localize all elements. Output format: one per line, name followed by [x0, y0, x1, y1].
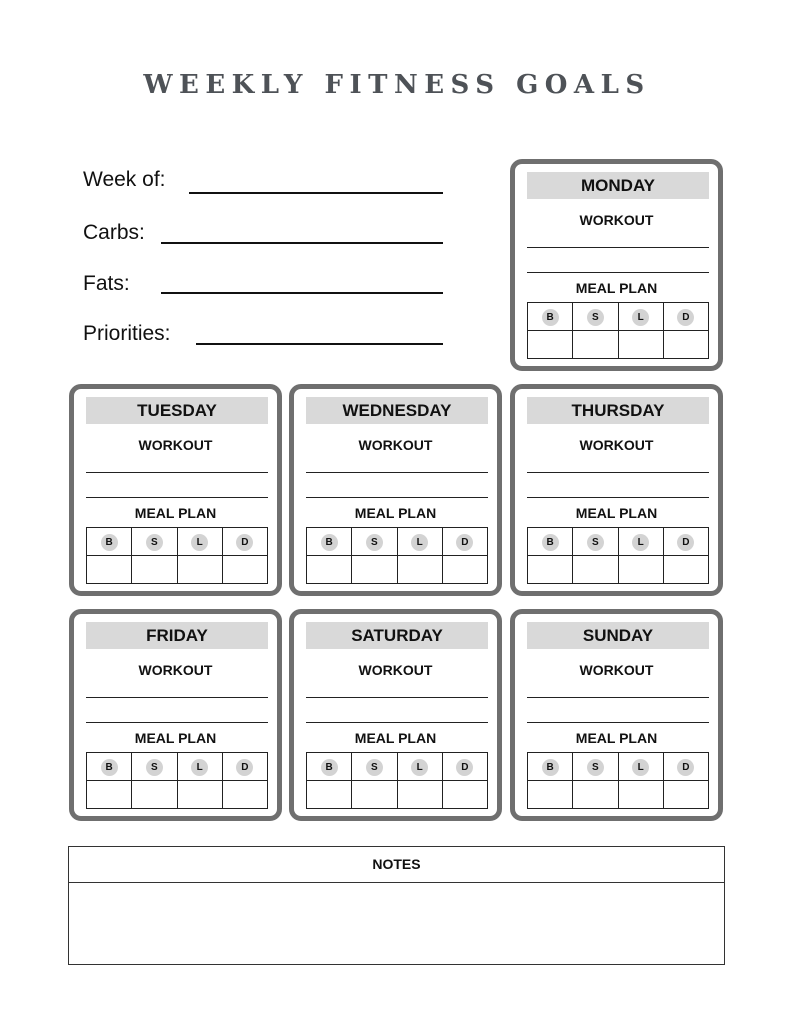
meal-entry-cell[interactable] [87, 781, 132, 809]
priorities-field[interactable] [83, 322, 445, 352]
meal-s-badge: S [146, 534, 163, 551]
day-card-friday [69, 609, 282, 821]
meal-plan-grid [306, 752, 488, 809]
meal-cell-label [663, 303, 708, 331]
meal-entry-cell[interactable] [352, 556, 397, 584]
meal-plan-label: MEAL PLAN [354, 730, 437, 746]
meal-d-badge: D [677, 534, 694, 551]
meal-d-badge: D [677, 309, 694, 326]
carbs-label: Carbs: [83, 221, 145, 244]
meal-s-badge: S [587, 759, 604, 776]
meal-entry-cell[interactable] [618, 556, 663, 584]
meal-entry-cell[interactable] [573, 556, 618, 584]
meal-cell-label [87, 753, 132, 781]
meal-entry-cell[interactable] [663, 781, 708, 809]
meal-s-badge: S [587, 534, 604, 551]
meal-b-badge: B [542, 759, 559, 776]
meal-d-badge: D [236, 534, 253, 551]
meal-entry-cell[interactable] [222, 556, 267, 584]
notes-box [68, 846, 725, 965]
meal-plan-label: MEAL PLAN [575, 280, 658, 296]
meal-l-badge: L [191, 759, 208, 776]
meal-entry-cell[interactable] [528, 556, 573, 584]
meal-entry-cell[interactable] [442, 556, 487, 584]
workout-line[interactable] [86, 472, 268, 473]
meal-entry-cell[interactable] [397, 556, 442, 584]
meal-plan-label: MEAL PLAN [575, 505, 658, 521]
meal-d-badge: D [236, 759, 253, 776]
workout-label: WORKOUT [138, 437, 213, 453]
meal-l-badge: L [411, 534, 428, 551]
meal-cell-label [177, 753, 222, 781]
meal-d-badge: D [456, 534, 473, 551]
meal-plan-grid [86, 752, 268, 809]
page-title: WEEKLY FITNESS GOALS [143, 70, 651, 100]
day-card-saturday [289, 609, 502, 821]
meal-plan-grid [527, 302, 709, 359]
priorities-line[interactable] [196, 343, 443, 345]
meal-cell-label [573, 303, 618, 331]
meal-cell-label [663, 528, 708, 556]
meal-b-badge: B [321, 759, 338, 776]
workout-line[interactable] [527, 247, 709, 248]
day-card-wednesday [289, 384, 502, 596]
workout-label: WORKOUT [579, 212, 654, 228]
meal-cell-label [397, 753, 442, 781]
meal-entry-cell[interactable] [132, 781, 177, 809]
workout-line[interactable] [306, 697, 488, 698]
meal-s-badge: S [587, 309, 604, 326]
meal-plan-label: MEAL PLAN [354, 505, 437, 521]
fats-field[interactable] [83, 272, 445, 302]
meal-cell-label [352, 528, 397, 556]
meal-cell-label [222, 753, 267, 781]
meal-cell-label [132, 528, 177, 556]
workout-line[interactable] [527, 697, 709, 698]
meal-entry-cell[interactable] [618, 781, 663, 809]
meal-entry-cell[interactable] [307, 556, 352, 584]
workout-line[interactable] [306, 722, 488, 723]
meal-cell-label [618, 303, 663, 331]
meal-b-badge: B [542, 309, 559, 326]
workout-line[interactable] [86, 722, 268, 723]
meal-s-badge: S [366, 534, 383, 551]
day-title: WEDNESDAY [306, 397, 488, 424]
meal-cell-label [87, 528, 132, 556]
day-card-tuesday [69, 384, 282, 596]
carbs-field[interactable] [83, 221, 445, 251]
day-title: FRIDAY [86, 622, 268, 649]
meal-entry-cell[interactable] [528, 331, 573, 359]
meal-plan-grid [527, 752, 709, 809]
meal-plan-label: MEAL PLAN [134, 730, 217, 746]
meal-cell-label [442, 753, 487, 781]
meal-cell-label [528, 528, 573, 556]
meal-b-badge: B [321, 534, 338, 551]
meal-b-badge: B [101, 534, 118, 551]
day-title: TUESDAY [86, 397, 268, 424]
workout-line[interactable] [527, 722, 709, 723]
meal-l-badge: L [191, 534, 208, 551]
workout-line[interactable] [86, 697, 268, 698]
meal-cell-label [307, 528, 352, 556]
meal-b-badge: B [101, 759, 118, 776]
meal-entry-cell[interactable] [222, 781, 267, 809]
workout-line[interactable] [306, 497, 488, 498]
carbs-line[interactable] [161, 242, 443, 244]
day-title: THURSDAY [527, 397, 709, 424]
day-card-sunday [510, 609, 723, 821]
meal-entry-cell[interactable] [177, 781, 222, 809]
meal-l-badge: L [632, 759, 649, 776]
meal-cell-label [528, 303, 573, 331]
meal-cell-label [222, 528, 267, 556]
meal-s-badge: S [146, 759, 163, 776]
meal-cell-label [442, 528, 487, 556]
priorities-label: Priorities: [83, 322, 171, 345]
meal-b-badge: B [542, 534, 559, 551]
fats-label: Fats: [83, 272, 130, 295]
workout-label: WORKOUT [579, 437, 654, 453]
meal-entry-cell[interactable] [573, 781, 618, 809]
meal-cell-label [132, 753, 177, 781]
meal-s-badge: S [366, 759, 383, 776]
workout-label: WORKOUT [358, 437, 433, 453]
meal-plan-label: MEAL PLAN [575, 730, 658, 746]
meal-d-badge: D [456, 759, 473, 776]
meal-entry-cell[interactable] [352, 781, 397, 809]
meal-l-badge: L [411, 759, 428, 776]
meal-plan-grid [306, 527, 488, 584]
meal-entry-cell[interactable] [87, 556, 132, 584]
day-card-thursday [510, 384, 723, 596]
meal-d-badge: D [677, 759, 694, 776]
meal-entry-cell[interactable] [442, 781, 487, 809]
meal-entry-cell[interactable] [573, 331, 618, 359]
workout-line[interactable] [527, 472, 709, 473]
meal-cell-label [618, 753, 663, 781]
day-card-monday [510, 159, 723, 371]
workout-line[interactable] [86, 497, 268, 498]
meal-l-badge: L [632, 309, 649, 326]
meal-entry-cell[interactable] [397, 781, 442, 809]
day-title: MONDAY [527, 172, 709, 199]
workout-line[interactable] [527, 272, 709, 273]
meal-cell-label [352, 753, 397, 781]
workout-line[interactable] [527, 497, 709, 498]
workout-label: WORKOUT [579, 662, 654, 678]
meal-cell-label [307, 753, 352, 781]
day-title: SATURDAY [306, 622, 488, 649]
meal-plan-grid [527, 527, 709, 584]
meal-cell-label [573, 528, 618, 556]
meal-cell-label [177, 528, 222, 556]
notes-label: NOTES [69, 847, 724, 883]
fats-line[interactable] [161, 292, 443, 294]
meal-cell-label [663, 753, 708, 781]
meal-entry-cell[interactable] [618, 331, 663, 359]
meal-cell-label [618, 528, 663, 556]
week-of-line[interactable] [189, 192, 443, 194]
workout-line[interactable] [306, 472, 488, 473]
workout-label: WORKOUT [358, 662, 433, 678]
meal-cell-label [573, 753, 618, 781]
workout-label: WORKOUT [138, 662, 213, 678]
meal-cell-label [528, 753, 573, 781]
meal-entry-cell[interactable] [663, 331, 708, 359]
meal-l-badge: L [632, 534, 649, 551]
notes-area[interactable] [69, 883, 724, 963]
meal-plan-grid [86, 527, 268, 584]
week-of-label: Week of: [83, 168, 166, 191]
meal-entry-cell[interactable] [528, 781, 573, 809]
meal-cell-label [397, 528, 442, 556]
day-title: SUNDAY [527, 622, 709, 649]
meal-entry-cell[interactable] [132, 556, 177, 584]
meal-plan-label: MEAL PLAN [134, 505, 217, 521]
meal-entry-cell[interactable] [307, 781, 352, 809]
meal-entry-cell[interactable] [177, 556, 222, 584]
meal-entry-cell[interactable] [663, 556, 708, 584]
week-of-field[interactable] [83, 168, 445, 198]
